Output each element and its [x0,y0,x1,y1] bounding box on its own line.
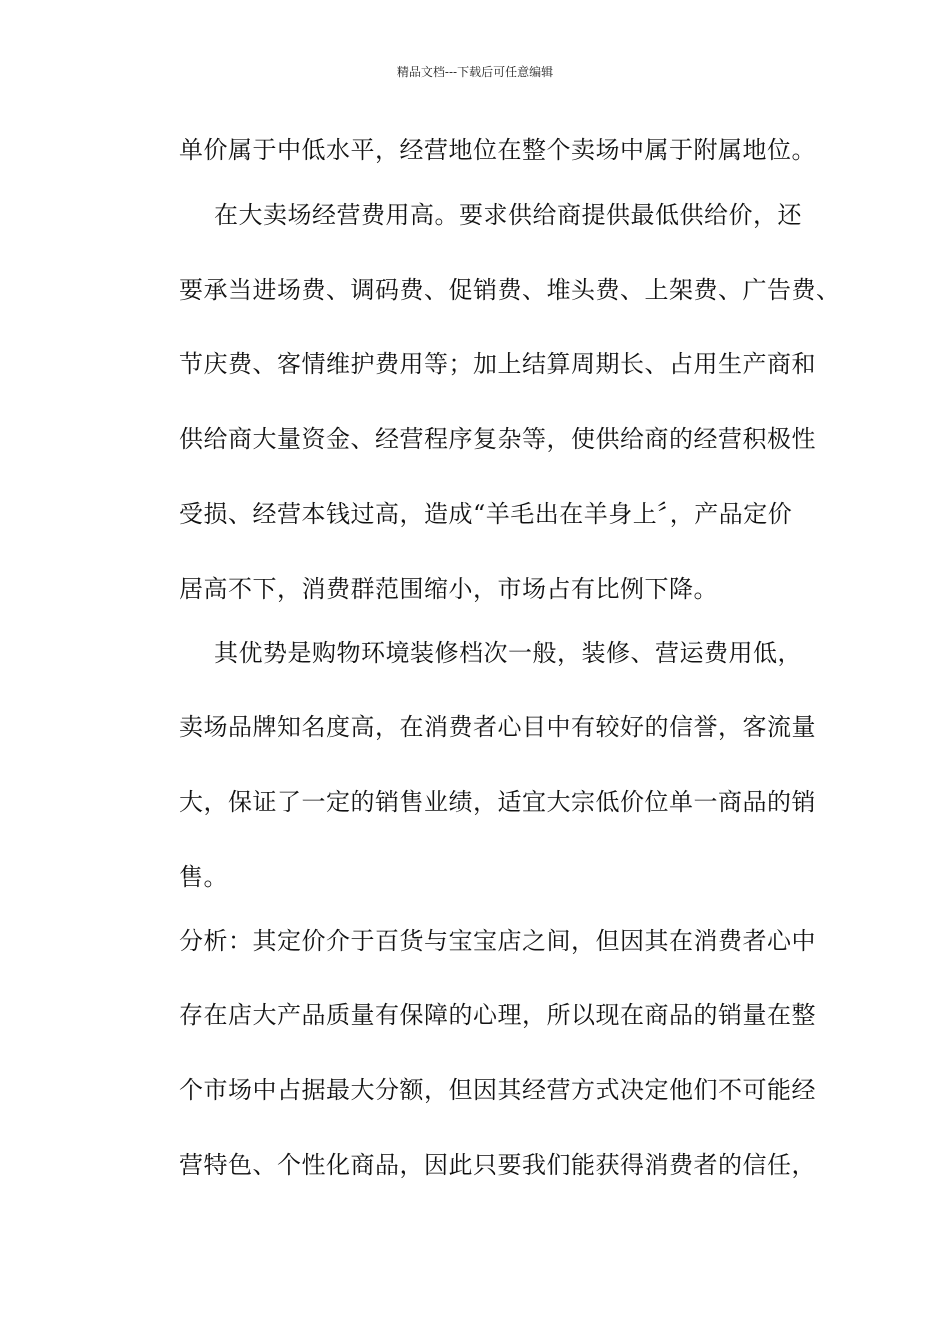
body-line: 节庆费、客情维护费用等；加上结算周期长、占用生产商和 [179,350,816,378]
body-line: 供给商大量资金、经营程序复杂等，使供给商的经营积极性 [179,425,816,453]
body-line: 分析：其定价介于百货与宝宝店之间，但因其在消费者心中 [179,927,816,955]
body-line: 个市场中占据最大分额，但因其经营方式决定他们不可能经 [179,1076,816,1104]
body-line: 存在店大产品质量有保障的心理，所以现在商品的销量在整 [179,1001,816,1029]
body-line: 受损、经营本钱过高，造成“羊毛出在羊身上〞，产品定价 [179,500,793,528]
body-line: 单价属于中低水平，经营地位在整个卖场中属于附属地位。 [179,136,816,164]
body-line: 在大卖场经营费用高。要求供给商提供最低供给价，还 [214,201,802,229]
body-line: 要承当进场费、调码费、促销费、堆头费、上架费、广告费、 [179,276,841,304]
body-line: 售。 [179,863,228,891]
page-header: 精品文档---下载后可任意编辑 [396,65,554,79]
body-line: 居高不下，消费群范围缩小，市场占有比例下降。 [179,575,718,603]
body-line: 卖场品牌知名度高，在消费者心目中有较好的信誉，客流量 [179,713,816,741]
body-line: 其优势是购物环境装修档次一般，装修、营运费用低， [214,639,802,667]
body-line: 大，保证了一定的销售业绩，适宜大宗低价位单一商品的销 [179,788,816,816]
body-line: 营特色、个性化商品，因此只要我们能获得消费者的信任， [179,1151,816,1179]
